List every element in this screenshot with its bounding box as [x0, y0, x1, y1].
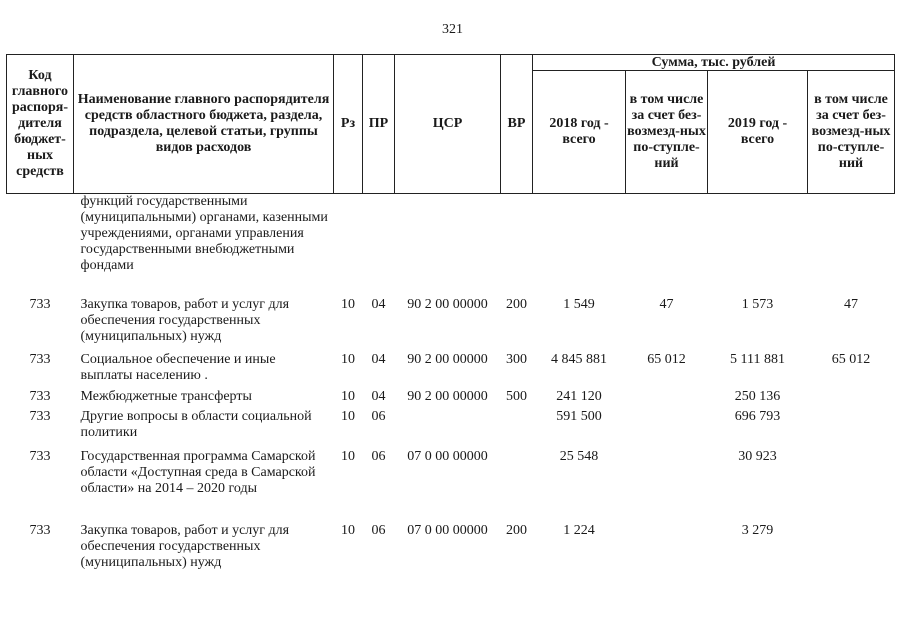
header-2019-total: 2019 год - всего: [708, 71, 808, 194]
cell-name: Государственная программа Самарской области «Доступная среда в Самарской области» на 2014 – 2020 годы: [80, 449, 316, 496]
cell-name: Закупка товаров, работ и услуг для обеспечения государственных (муниципальных) нужд: [80, 297, 290, 344]
cell-csr: [395, 407, 501, 447]
cell-2018-total: 1 224: [563, 523, 595, 538]
cell-pr: 04: [371, 352, 386, 367]
cell-name: Другие вопросы в области социальной политики: [80, 409, 312, 440]
cell-2018-free: [626, 407, 708, 447]
header-2018-total: 2018 год - всего: [533, 71, 626, 194]
cell-code: 733: [29, 523, 51, 538]
cell-2019-total: [708, 194, 808, 295]
cell-vr: 200: [506, 523, 527, 538]
cell-pr: 06: [371, 523, 386, 538]
cell-code: 733: [29, 449, 51, 464]
cell-code: 733: [29, 409, 51, 424]
budget-table: [6, 54, 895, 573]
cell-2018-total: 4 845 881: [551, 352, 607, 367]
cell-rz: 10: [341, 523, 355, 538]
cell-code: 733: [29, 389, 51, 404]
cell-rz: [334, 194, 363, 295]
table-row: [7, 521, 895, 573]
header-vr: ВР: [501, 55, 533, 194]
cell-2019-free: [808, 194, 895, 295]
cell-csr: 07 0 00 00000: [407, 449, 488, 464]
header-2019-free: в том числе за счет без-возмезд-ных по-ступле-ний: [808, 71, 895, 194]
page-number: 321: [442, 22, 463, 37]
cell-pr: 04: [371, 389, 386, 404]
cell-2019-total: 5 111 881: [730, 352, 785, 367]
cell-pr: 04: [371, 297, 386, 312]
cell-2019-free: [808, 521, 895, 573]
cell-code: [7, 194, 74, 295]
header-2018-free: в том числе за счет без-возмезд-ных по-ступле-ний: [626, 71, 708, 194]
cell-2018-total: 1 549: [563, 297, 595, 312]
cell-vr: [501, 194, 533, 295]
cell-2018-free: [626, 521, 708, 573]
cell-pr: 06: [371, 449, 386, 464]
cell-2018-free: [626, 387, 708, 407]
cell-2019-free: 65 012: [831, 352, 871, 367]
header-pr: ПР: [363, 55, 395, 194]
table-row: [7, 407, 895, 447]
cell-rz: 10: [341, 389, 355, 404]
cell-csr: [395, 194, 501, 295]
cell-name: Социальное обеспечение и иные выплаты населению .: [80, 352, 276, 383]
cell-2018-total: 241 120: [556, 389, 602, 404]
cell-2018-free: [626, 447, 708, 521]
cell-2019-total: 1 573: [741, 297, 774, 312]
cell-2018-free: [626, 194, 708, 295]
cell-vr: [501, 447, 533, 521]
cell-name: Закупка товаров, работ и услуг для обеспечения государственных (муниципальных) нужд: [80, 523, 290, 570]
cell-2019-free: [808, 407, 895, 447]
cell-rz: 10: [341, 409, 355, 424]
cell-code: 733: [29, 297, 51, 312]
cell-2019-total: 3 279: [741, 523, 774, 538]
cell-name: функций государственными (муниципальными) органами, казенными учреждениями, органами управления государственными внебюджетными фондами: [80, 194, 328, 273]
cell-vr: 500: [506, 389, 527, 404]
table-row: [7, 447, 895, 521]
cell-2018-total: 591 500: [556, 409, 602, 424]
cell-vr: 200: [506, 297, 527, 312]
cell-rz: 10: [341, 449, 355, 464]
cell-vr: 300: [506, 352, 527, 367]
header-code: Код главного распоря-дителя бюджет-ных средств: [7, 55, 74, 194]
cell-2018-total: [533, 194, 626, 295]
table-row: [7, 194, 895, 295]
cell-csr: 90 2 00 00000: [407, 297, 488, 312]
cell-2018-total: 25 548: [559, 449, 599, 464]
header-csr: ЦСР: [395, 55, 501, 194]
cell-2018-free: 65 012: [647, 352, 686, 367]
cell-2019-free: [808, 387, 895, 407]
table-row: [7, 387, 895, 407]
header-name: Наименование главного распорядителя средств областного бюджета, раздела, подраздела, целевой статьи, группы видов расходов: [74, 55, 334, 194]
cell-2019-total: 696 793: [734, 409, 781, 424]
cell-code: 733: [29, 352, 51, 367]
cell-pr: 06: [371, 409, 386, 424]
cell-2018-free: 47: [659, 297, 674, 312]
table-row: [7, 294, 895, 349]
cell-rz: 10: [341, 352, 355, 367]
table-row: [7, 349, 895, 387]
cell-csr: 90 2 00 00000: [407, 389, 488, 404]
cell-vr: [501, 407, 533, 447]
header-sum-title: Сумма, тыс. рублей: [533, 55, 895, 71]
header-rz: Рз: [334, 55, 363, 194]
cell-name: Межбюджетные трансферты: [80, 389, 252, 404]
cell-2019-free: 47: [844, 297, 859, 312]
cell-2019-total: 250 136: [734, 389, 781, 404]
table-header: [7, 55, 895, 194]
cell-2019-free: [808, 447, 895, 521]
cell-csr: 90 2 00 00000: [407, 352, 488, 367]
cell-2019-total: 30 923: [738, 449, 777, 464]
cell-rz: 10: [341, 297, 355, 312]
table-body: [7, 194, 895, 574]
cell-csr: 07 0 00 00000: [407, 523, 488, 538]
cell-pr: [363, 194, 395, 295]
